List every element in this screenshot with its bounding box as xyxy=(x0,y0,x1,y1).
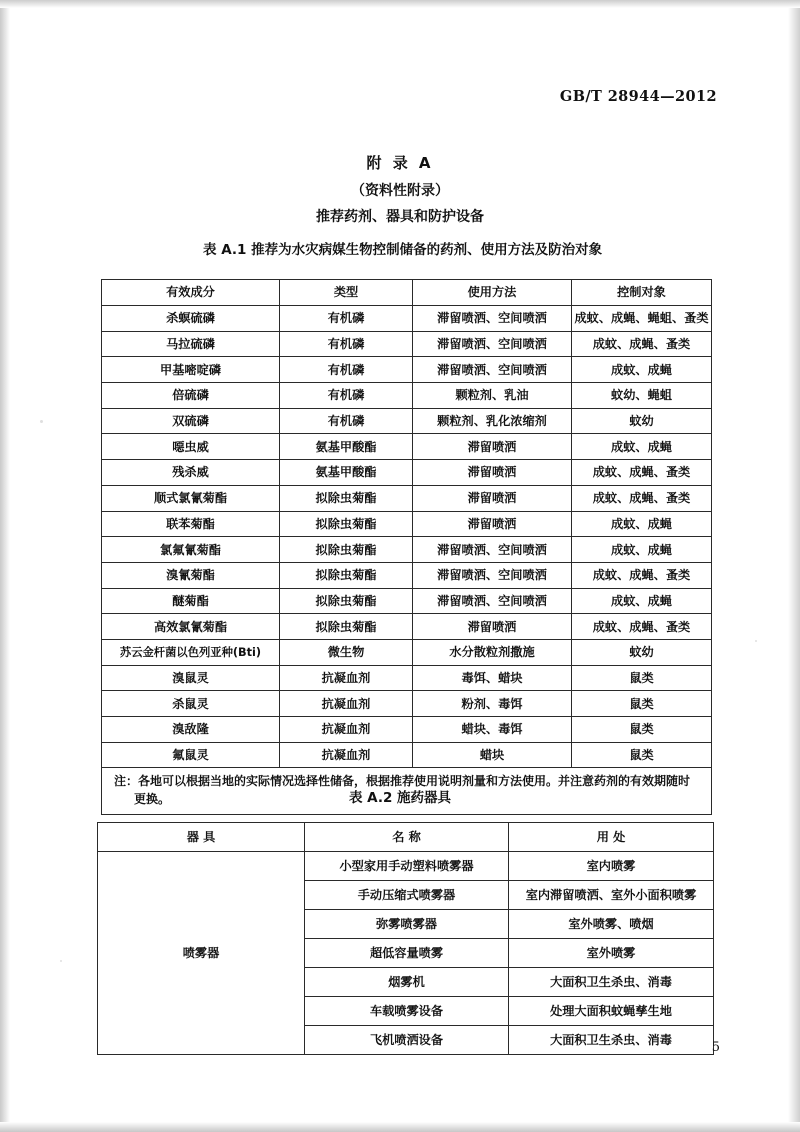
cell-type: 拟除虫菊酯 xyxy=(280,485,413,511)
cell-method: 滞留喷洒 xyxy=(413,485,572,511)
cell-ingredient: 联苯菊酯 xyxy=(102,511,280,537)
cell-type: 氨基甲酸酯 xyxy=(280,460,413,486)
cell-ingredient: 溴氰菊酯 xyxy=(102,562,280,588)
cell-usage: 处理大面积蚊蝇孳生地 xyxy=(509,997,714,1026)
table-row xyxy=(102,408,712,434)
table-row xyxy=(102,434,712,460)
scan-speck xyxy=(60,960,62,962)
cell-type: 有机磷 xyxy=(280,383,413,409)
cell-target: 成蚊、成蝇、蝇蛆、蚤类 xyxy=(572,306,712,332)
cell-ingredient: 苏云金杆菌以色列亚种(Bti) xyxy=(102,639,280,665)
table-row xyxy=(102,460,712,486)
table-a1-header-cell: 有效成分 xyxy=(102,280,280,306)
cell-ingredient: 溴敌隆 xyxy=(102,717,280,743)
cell-type: 抗凝血剂 xyxy=(280,665,413,691)
cell-type: 拟除虫菊酯 xyxy=(280,511,413,537)
cell-target: 成蚊、成蝇、蚤类 xyxy=(572,460,712,486)
cell-name: 小型家用手动塑料喷雾器 xyxy=(305,852,509,881)
table-a2-header-cell: 器 具 xyxy=(98,823,305,852)
cell-method: 滞留喷洒 xyxy=(413,511,572,537)
cell-ingredient: 甲基嘧啶磷 xyxy=(102,357,280,383)
cell-usage: 大面积卫生杀虫、消毒 xyxy=(509,1026,714,1055)
cell-method: 颗粒剂、乳油 xyxy=(413,383,572,409)
cell-type: 抗凝血剂 xyxy=(280,742,413,768)
cell-method: 水分散粒剂撒施 xyxy=(413,639,572,665)
cell-name: 手动压缩式喷雾器 xyxy=(305,881,509,910)
cell-ingredient: 噁虫威 xyxy=(102,434,280,460)
cell-usage: 室内喷雾 xyxy=(509,852,714,881)
cell-usage: 室外喷雾 xyxy=(509,939,714,968)
cell-name: 烟雾机 xyxy=(305,968,509,997)
cell-type: 氨基甲酸酯 xyxy=(280,434,413,460)
table-row xyxy=(102,588,712,614)
cell-target: 成蚊、成蝇 xyxy=(572,511,712,537)
cell-method: 滞留喷洒 xyxy=(413,434,572,460)
table-a2-header-row xyxy=(98,823,714,852)
cell-target: 蚊幼 xyxy=(572,639,712,665)
cell-equipment-group: 喷雾器 xyxy=(98,852,305,1055)
cell-ingredient: 杀鼠灵 xyxy=(102,691,280,717)
cell-target: 成蚊、成蝇、蚤类 xyxy=(572,562,712,588)
cell-type: 拟除虫菊酯 xyxy=(280,588,413,614)
cell-target: 成蚊、成蝇 xyxy=(572,588,712,614)
table-row xyxy=(102,357,712,383)
table-row xyxy=(102,537,712,563)
cell-ingredient: 双硫磷 xyxy=(102,408,280,434)
table-a1-caption: 表 A.1 推荐为水灾病媒生物控制储备的药剂、使用方法及防治对象 xyxy=(203,242,603,258)
cell-method: 蜡块 xyxy=(413,742,572,768)
annex-subtitle-secondary: 推荐药剂、器具和防护设备 xyxy=(316,209,484,225)
page-number: 5 xyxy=(711,1040,720,1055)
table-row xyxy=(102,562,712,588)
cell-ingredient: 氯氟氰菊酯 xyxy=(102,537,280,563)
standard-number-header: GB/T 28944—2012 xyxy=(559,88,717,105)
table-a2-caption: 表 A.2 施药器具 xyxy=(348,790,452,806)
cell-usage: 室内滞留喷洒、室外小面积喷雾 xyxy=(509,881,714,910)
cell-target: 成蚊、成蝇、蚤类 xyxy=(572,485,712,511)
note-line-1: 注：各地可以根据当地的实际情况选择性储备，根据推荐使用说明剂量和方法使用。并注意药剂的有效期随时 xyxy=(114,774,691,789)
cell-name: 车载喷雾设备 xyxy=(305,997,509,1026)
cell-target: 鼠类 xyxy=(572,742,712,768)
cell-target: 成蚊、成蝇 xyxy=(572,357,712,383)
cell-type: 抗凝血剂 xyxy=(280,717,413,743)
cell-method: 滞留喷洒、空间喷洒 xyxy=(413,588,572,614)
cell-ingredient: 溴鼠灵 xyxy=(102,665,280,691)
cell-target: 成蚊、成蝇 xyxy=(572,434,712,460)
cell-usage: 大面积卫生杀虫、消毒 xyxy=(509,968,714,997)
table-row xyxy=(102,691,712,717)
cell-ingredient: 马拉硫磷 xyxy=(102,331,280,357)
cell-type: 抗凝血剂 xyxy=(280,691,413,717)
table-row xyxy=(102,717,712,743)
table-a2-header-cell: 用 处 xyxy=(509,823,714,852)
cell-target: 蚊幼、蝇蛆 xyxy=(572,383,712,409)
cell-ingredient: 顺式氯氰菊酯 xyxy=(102,485,280,511)
table-a1-header-cell: 使用方法 xyxy=(413,280,572,306)
cell-type: 拟除虫菊酯 xyxy=(280,614,413,640)
scan-speck xyxy=(755,640,757,642)
cell-type: 有机磷 xyxy=(280,357,413,383)
cell-target: 成蚊、成蝇 xyxy=(572,537,712,563)
cell-method: 毒饵、蜡块 xyxy=(413,665,572,691)
cell-method: 粉剂、毒饵 xyxy=(413,691,572,717)
cell-name: 弥雾喷雾器 xyxy=(305,910,509,939)
cell-type: 有机磷 xyxy=(280,331,413,357)
cell-method: 滞留喷洒、空间喷洒 xyxy=(413,357,572,383)
cell-ingredient: 醚菊酯 xyxy=(102,588,280,614)
cell-target: 成蚊、成蝇、蚤类 xyxy=(572,331,712,357)
table-a2 xyxy=(97,822,714,1055)
table-a1-header-cell: 类型 xyxy=(280,280,413,306)
cell-type: 有机磷 xyxy=(280,408,413,434)
cell-method: 滞留喷洒、空间喷洒 xyxy=(413,537,572,563)
table-row xyxy=(102,639,712,665)
annex-subtitle: （资料性附录） xyxy=(351,183,449,199)
cell-method: 蜡块、毒饵 xyxy=(413,717,572,743)
cell-ingredient: 倍硫磷 xyxy=(102,383,280,409)
table-a2-header-cell: 名 称 xyxy=(305,823,509,852)
table-row xyxy=(102,665,712,691)
cell-type: 拟除虫菊酯 xyxy=(280,562,413,588)
table-row xyxy=(102,485,712,511)
cell-method: 滞留喷洒、空间喷洒 xyxy=(413,562,572,588)
cell-method: 滞留喷洒、空间喷洒 xyxy=(413,331,572,357)
cell-type: 拟除虫菊酯 xyxy=(280,537,413,563)
cell-target: 鼠类 xyxy=(572,665,712,691)
table-row xyxy=(102,331,712,357)
table-row xyxy=(102,614,712,640)
cell-target: 成蚊、成蝇、蚤类 xyxy=(572,614,712,640)
cell-type: 微生物 xyxy=(280,639,413,665)
table-row xyxy=(102,383,712,409)
cell-method: 滞留喷洒 xyxy=(413,460,572,486)
cell-ingredient: 杀螟硫磷 xyxy=(102,306,280,332)
note-line-2: 更换。 xyxy=(134,792,171,807)
cell-usage: 室外喷雾、喷烟 xyxy=(509,910,714,939)
cell-name: 超低容量喷雾 xyxy=(305,939,509,968)
cell-method: 滞留喷洒 xyxy=(413,614,572,640)
cell-type: 有机磷 xyxy=(280,306,413,332)
table-a1-header-cell: 控制对象 xyxy=(572,280,712,306)
cell-ingredient: 氟鼠灵 xyxy=(102,742,280,768)
table-row xyxy=(102,742,712,768)
table-a1 xyxy=(101,279,712,815)
table-a1-header-row xyxy=(102,280,712,306)
table-row xyxy=(98,852,714,881)
table-row xyxy=(102,306,712,332)
cell-ingredient: 高效氯氰菊酯 xyxy=(102,614,280,640)
annex-title: 附 录 A xyxy=(366,154,434,172)
cell-target: 鼠类 xyxy=(572,691,712,717)
cell-method: 滞留喷洒、空间喷洒 xyxy=(413,306,572,332)
cell-name: 飞机喷洒设备 xyxy=(305,1026,509,1055)
cell-method: 颗粒剂、乳化浓缩剂 xyxy=(413,408,572,434)
cell-ingredient: 残杀威 xyxy=(102,460,280,486)
cell-target: 鼠类 xyxy=(572,717,712,743)
cell-target: 蚊幼 xyxy=(572,408,712,434)
table-row xyxy=(102,511,712,537)
scan-speck xyxy=(40,420,43,423)
